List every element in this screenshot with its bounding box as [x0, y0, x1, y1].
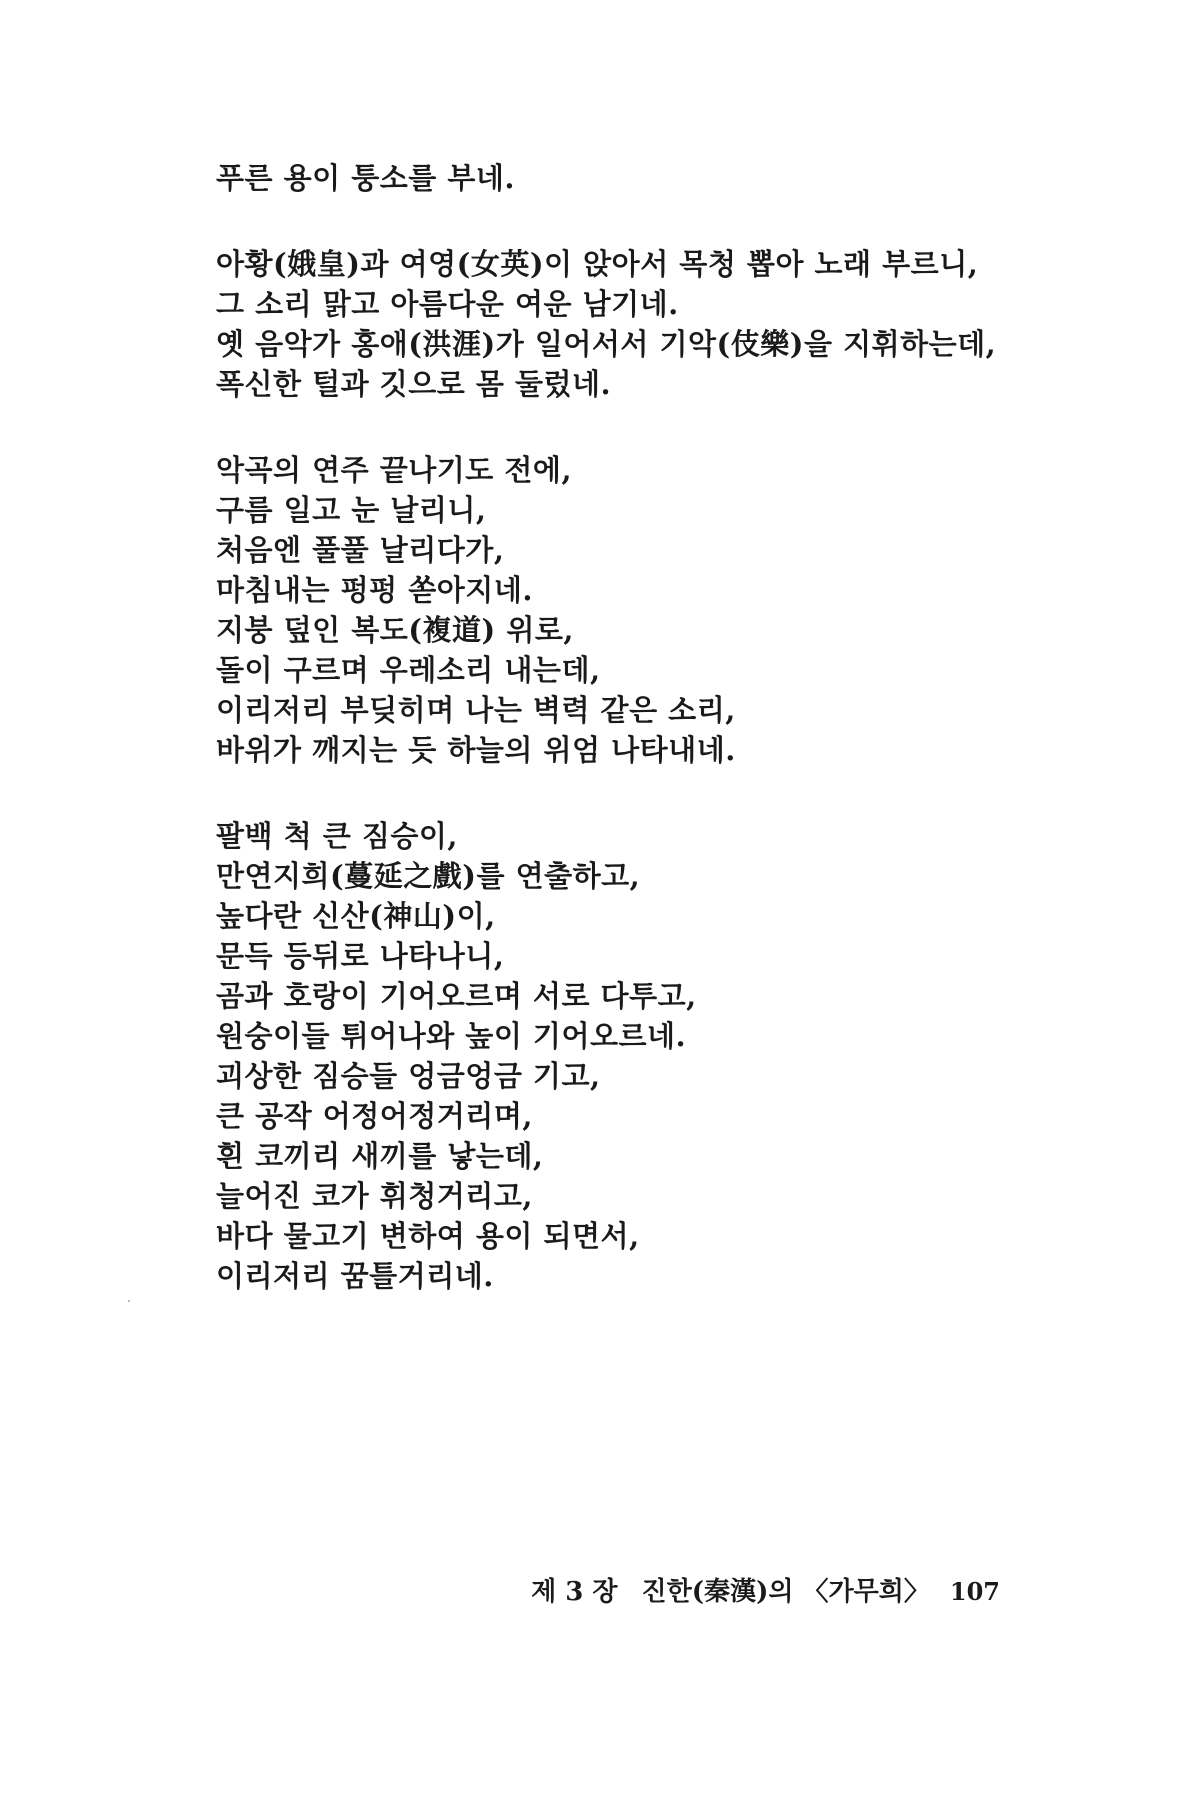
poem-line: 이리저리 부딪히며 나는 벽력 같은 소리,	[216, 693, 736, 727]
poem-line: 흰 코끼리 새끼를 낳는데,	[216, 1139, 544, 1173]
poem-line: 바다 물고기 변하여 용이 되면서,	[216, 1219, 640, 1253]
poem-line: 폭신한 털과 깃으로 몸 둘렀네.	[216, 367, 612, 401]
page-footer	[531, 1575, 1000, 1609]
poem-line: 이리저리 꿈틀거리네.	[216, 1259, 494, 1293]
stanza	[216, 244, 1016, 404]
speck-mark	[128, 1300, 130, 1302]
poem-line: 바위가 깨지는 듯 하늘의 위엄 나타내네.	[216, 733, 736, 767]
poem-line: 큰 공작 어정어정거리며,	[216, 1099, 533, 1133]
poem-line: 만연지희(蔓延之戲)를 연출하고,	[216, 859, 641, 893]
poem-line: 지붕 덮인 복도(複道) 위로,	[216, 613, 574, 647]
poem-line: 돌이 구르며 우레소리 내는데,	[216, 653, 601, 687]
stanza	[216, 450, 1016, 770]
poem-line: 괴상한 짐승들 엉금엉금 기고,	[216, 1059, 601, 1093]
page-number: 107	[949, 1577, 1000, 1606]
poem-line: 곰과 호랑이 기어오르며 서로 다투고,	[216, 979, 697, 1013]
poem-line: 마침내는 펑펑 쏟아지네.	[216, 573, 533, 607]
poem-line: 문득 등뒤로 나타나니,	[216, 939, 505, 973]
poem-line: 높다란 신산(神山)이,	[216, 899, 496, 933]
chapter-label: 제 3 장	[531, 1577, 618, 1607]
poem-line: 처음엔 풀풀 날리다가,	[216, 533, 505, 567]
poem-body	[216, 158, 1016, 1342]
poem-line: 푸른 용이 퉁소를 부네.	[216, 161, 516, 195]
poem-line: 아황(娥皇)과 여영(女英)이 앉아서 목청 뽑아 노래 부르니,	[216, 247, 979, 281]
poem-line: 악곡의 연주 끝나기도 전에,	[216, 453, 573, 487]
poem-line: 팔백 척 큰 짐승이,	[216, 819, 458, 853]
chapter-title: 진한(秦漢)의 〈가무희〉	[641, 1577, 930, 1607]
poem-line: 늘어진 코가 휘청거리고,	[216, 1179, 533, 1213]
stanza	[216, 816, 1016, 1296]
poem-line: 옛 음악가 홍애(洪涯)가 일어서서 기악(伎樂)을 지휘하는데,	[216, 327, 997, 361]
poem-line: 구름 일고 눈 날리니,	[216, 493, 487, 527]
poem-line: 원숭이들 튀어나와 높이 기어오르네.	[216, 1019, 687, 1053]
poem-line: 그 소리 맑고 아름다운 여운 남기네.	[216, 287, 679, 321]
stanza	[216, 158, 1016, 198]
